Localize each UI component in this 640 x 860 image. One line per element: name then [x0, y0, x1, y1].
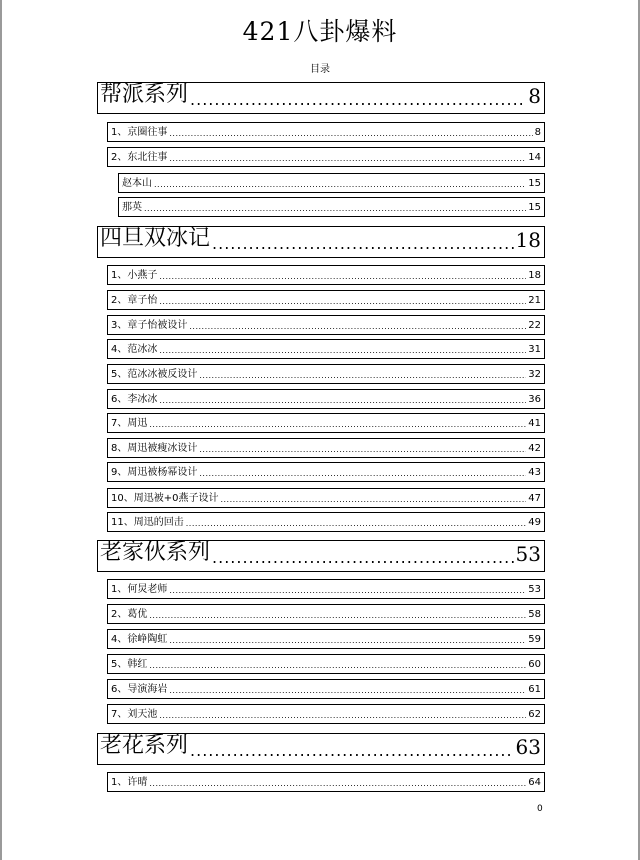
toc-page-number: 61	[528, 684, 541, 695]
toc-entry[interactable]	[107, 339, 545, 359]
toc-entry[interactable]	[107, 772, 545, 792]
toc-entry[interactable]	[107, 629, 545, 649]
dot-leader	[220, 496, 526, 504]
toc-page-number: 53	[528, 584, 541, 595]
toc-page-number: 8	[534, 127, 541, 138]
toc-entry[interactable]	[107, 147, 545, 167]
toc-page-number: 63	[515, 735, 541, 759]
toc-entry[interactable]	[107, 438, 545, 458]
toc-entry[interactable]	[107, 265, 545, 285]
toc-label: 5、韩红	[111, 659, 148, 670]
dot-leader	[169, 637, 526, 645]
page-number: 0	[537, 804, 543, 814]
dot-leader	[154, 181, 526, 189]
dot-leader	[144, 205, 526, 213]
toc-page-number: 49	[528, 517, 541, 528]
toc-entry[interactable]	[107, 389, 545, 409]
toc-label: 1、小燕子	[111, 270, 158, 281]
toc-label: 3、章子怡被设计	[111, 320, 188, 331]
toc-entry[interactable]	[118, 173, 545, 193]
toc-page-number: 53	[515, 542, 541, 566]
toc-label: 8、周迅被瘦冰设计	[111, 443, 198, 454]
dot-leader	[149, 662, 526, 670]
toc-label: 1、许晴	[111, 777, 148, 788]
dot-leader	[159, 397, 526, 405]
toc-page-number: 62	[528, 709, 541, 720]
toc-label: 7、刘天池	[111, 709, 158, 720]
toc-label: 1、何炅老师	[111, 584, 168, 595]
toc-page-number: 18	[528, 270, 541, 281]
toc-section[interactable]	[97, 226, 545, 258]
dot-leader	[199, 470, 526, 478]
dot-leader	[149, 612, 526, 620]
toc-entry[interactable]	[107, 290, 545, 310]
toc-entry[interactable]	[107, 413, 545, 433]
toc-entry[interactable]	[107, 604, 545, 624]
toc-label: 1、京圈往事	[111, 127, 168, 138]
toc-entry[interactable]	[107, 654, 545, 674]
toc-section[interactable]	[97, 82, 545, 114]
toc-page-number: 15	[528, 202, 541, 213]
toc-entry[interactable]	[107, 364, 545, 384]
toc-entry[interactable]	[118, 197, 545, 217]
toc-entry[interactable]	[107, 122, 545, 142]
dot-leader	[149, 780, 526, 788]
dot-leader	[149, 421, 526, 429]
dot-leader	[186, 520, 527, 528]
toc-label: 5、范冰冰被反设计	[111, 369, 198, 380]
toc-label: 2、东北往事	[111, 152, 168, 163]
dot-leader	[159, 298, 526, 306]
toc-section[interactable]	[97, 540, 545, 572]
toc-section[interactable]	[97, 733, 545, 765]
toc-page-number: 47	[528, 493, 541, 504]
toc-page-number: 58	[528, 609, 541, 620]
toc-label: 四旦双冰记	[100, 226, 211, 251]
toc-page-number: 64	[528, 777, 541, 788]
dot-leader	[199, 372, 526, 380]
toc-page-number: 60	[528, 659, 541, 670]
toc-label: 那英	[122, 202, 142, 213]
toc-label: 6、导演海岩	[111, 684, 168, 695]
toc-page-number: 14	[528, 152, 541, 163]
toc-label: 11、周迅的回击	[111, 517, 184, 528]
dot-leader	[159, 347, 526, 355]
toc-label: 10、周迅被+0燕子设计	[111, 493, 219, 504]
toc-label: 4、徐峥陶虹	[111, 634, 168, 645]
toc-entry[interactable]	[107, 488, 545, 508]
toc-label: 9、周迅被杨幂设计	[111, 467, 198, 478]
toc-label: 2、章子怡	[111, 295, 158, 306]
toc-entry[interactable]	[107, 679, 545, 699]
dot-leader	[212, 550, 514, 566]
toc-label: 6、李冰冰	[111, 394, 158, 405]
document-title: 421八卦爆料	[242, 17, 398, 46]
toc-label: 老家伙系列	[100, 540, 211, 565]
dot-leader	[189, 323, 526, 331]
toc-label: 帮派系列	[100, 82, 189, 107]
dot-leader	[190, 743, 514, 759]
dot-leader	[169, 130, 532, 138]
toc-label: 赵本山	[122, 178, 152, 189]
toc-entry[interactable]	[107, 315, 545, 335]
toc-page-number: 22	[528, 320, 541, 331]
toc-page-number: 15	[528, 178, 541, 189]
toc-entry[interactable]	[107, 512, 545, 532]
toc-entry[interactable]	[107, 462, 545, 482]
dot-leader	[199, 446, 526, 454]
toc-page-number: 32	[528, 369, 541, 380]
toc-page-number: 31	[528, 344, 541, 355]
toc-page-number: 8	[528, 84, 541, 108]
toc-page-number: 59	[528, 634, 541, 645]
toc-heading: 目录	[310, 64, 330, 75]
toc-label: 7、周迅	[111, 418, 148, 429]
dot-leader	[190, 92, 526, 108]
toc-label: 4、范冰冰	[111, 344, 158, 355]
toc-label: 2、葛优	[111, 609, 148, 620]
dot-leader	[159, 712, 526, 720]
toc-page-number: 18	[515, 228, 541, 252]
dot-leader	[212, 236, 514, 252]
dot-leader	[159, 273, 526, 281]
toc-page-number: 36	[528, 394, 541, 405]
toc-page-number: 21	[528, 295, 541, 306]
dot-leader	[169, 155, 526, 163]
toc-page-number: 41	[528, 418, 541, 429]
toc-entry[interactable]	[107, 579, 545, 599]
toc-label: 老花系列	[100, 733, 189, 758]
toc-page-number: 43	[528, 467, 541, 478]
dot-leader	[169, 687, 526, 695]
toc-entry[interactable]	[107, 704, 545, 724]
toc-page-number: 42	[528, 443, 541, 454]
dot-leader	[169, 587, 526, 595]
